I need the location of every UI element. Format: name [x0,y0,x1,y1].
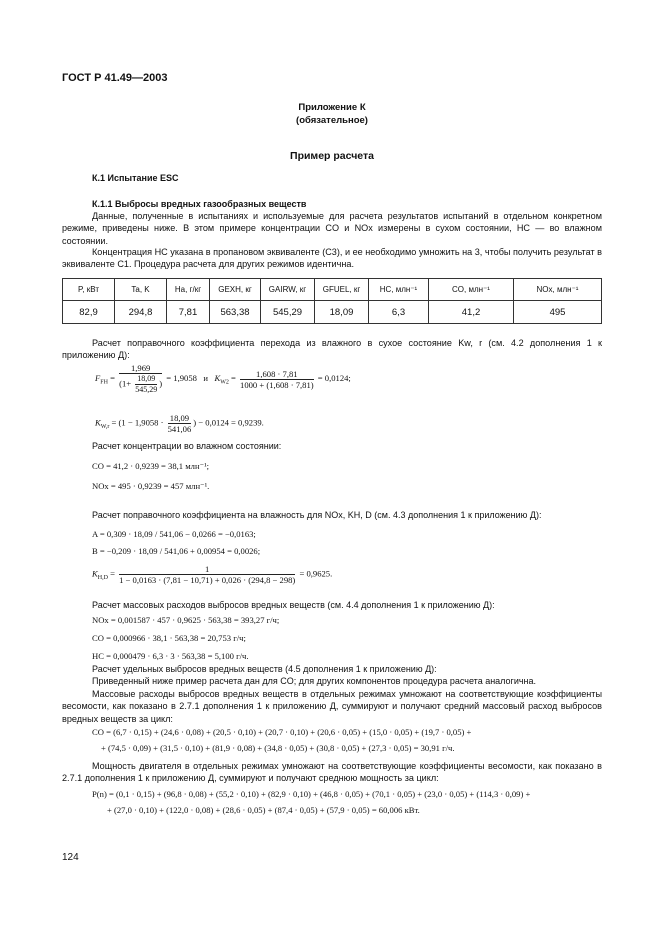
table-header: GAIRW, кг [261,279,315,301]
formula-a: A = 0,309 · 18,09 / 541,06 − 0,0266 = −0,0163; [92,529,256,539]
appendix-title: Приложение К [298,102,366,113]
table-header: CO, млн⁻¹ [429,279,514,301]
table-cell: 6,3 [369,301,429,324]
paragraph-khd-intro: Расчет поправочного коэффициента на влажность для NOx, KH, D (см. 4.3 дополнения 1 к приложению Д): [92,510,542,520]
table-cell: 82,9 [63,301,115,324]
formula-fraction [119,564,295,585]
paragraph-text: Концентрация HC указана в пропановом эквиваленте (C3), и ее необходимо умножить на 3, чтобы получить результат в эквиваленте C1. Процедура расчета для других режимов идентична. [62,247,602,270]
paragraph-text: Расчет поправочного коэффициента перехода из влажного в сухое состояние Kw, r (см. 4.2 дополнения 1 к приложению Д): [62,338,602,361]
formula-co-sum-line2: + (74,5 · 0,09) + (31,5 · 0,10) + (81,9 · 0,08) + (34,8 · 0,05) + (30,8 · 0,05) + (27,3 · 0,05) = 30,91 г/ч. [101,743,455,753]
table-cell: 495 [514,301,602,324]
table-cell: 7,81 [167,301,210,324]
page-title: Пример расчета [290,150,374,162]
formula-fraction [168,413,192,434]
table-header: Ha, г/кг [167,279,210,301]
formula-numerator: 18,09 [168,413,192,424]
formula-fraction [119,363,162,395]
formula-denominator: (1+ $\frac{18,09}{545,29}$ ) [119,374,163,394]
formula-b: B = −0,209 · 18,09 / 541,06 + 0,00954 = 0,0026; [92,546,261,556]
page-number: 124 [62,852,79,863]
formula-numerator: 1 [119,564,295,575]
paragraph-data-intro [62,210,602,247]
table-header-row [63,279,602,301]
formula-khd: $K_{H,D}$ = $\frac{1}{1 - 0,0163 \cdot (7,81 - 10,71) + 0,026 \cdot (294,8 - 298)}$ = 0,9625. [92,564,333,585]
section-k1: К.1 Испытание ESC [92,173,179,183]
formula-co-sum-line1: CO = (6,7 · 0,15) + (24,6 · 0,08) + (20,5 · 0,10) + (20,7 · 0,10) + (20,6 · 0,05) + (15,0 · 0,05) + (19,7 · 0,05) + [92,727,472,737]
paragraph-text: Массовые расходы выбросов вредных веществ в отдельных режимах умножают на соответствующие коэффициенты весомости, как показано в 2.7.1 дополнения 1 к приложению Д, суммируют и получают средний массовый расход выбросов вредных веществ за цикл: [62,689,602,724]
formula-numerator: 1,969 [119,363,162,374]
paragraph-example-note: Приведенный ниже пример расчета дан для CO; для других компонентов процедура расчета аналогична. [92,676,537,686]
formula-nox-wet: NOx = 495 · 0,9239 = 457 млн⁻¹. [92,481,210,491]
formula-numerator: 1,608 · 7,81 [240,369,314,380]
table-cell: 294,8 [115,301,167,324]
formula-lhs: F [95,372,101,383]
formula-result: − 0,0124 = 0,9239. [198,417,264,428]
paragraph-weighted-mass [62,688,602,725]
paragraph-text: Мощность двигателя в отдельных режимах умножают на соответствующие коэффициенты весомости, как показано в 2.7.1 дополнения 1 к приложению Д, суммируют и получают среднюю мощность за цикл: [62,761,602,784]
formula-kwr: $K_{W,r} = (1 - 1,9058$ · $\frac{18,09}{541,06}$ ) − 0,0124 = 0,9239. [95,413,264,434]
formula-ffh: $F_{FH}$ = 1,969 (1+ $\frac{18,09}{545,29}$ ) = 1,9058 и $K_{W2}$ = $\frac{1,608 \cdot 7,81}{1000 + (1,608 \cdot 7,81)}$ = 0,0124; [95,363,351,394]
table-header: HC, млн⁻¹ [369,279,429,301]
paragraph-wet-intro: Расчет концентрации во влажном состоянии: [92,441,282,451]
table-header: NOx, млн⁻¹ [514,279,602,301]
table-cell: 41,2 [429,301,514,324]
formula-power-sum-line2: + (27,0 · 0,10) + (122,0 · 0,08) + (28,6 · 0,05) + (87,4 · 0,05) + (57,9 · 0,05) = 60,006 кВт. [107,805,420,815]
formula-co-mass: CO = 0,000966 · 38,1 · 563,38 = 20,753 г/ч; [92,633,246,643]
paragraph-kw-intro [62,337,602,362]
formula-result: = 0,0124; [317,372,351,383]
formula-power-sum-line1: P(n) = (0,1 · 0,15) + (96,8 · 0,08) + (55,2 · 0,10) + (82,9 · 0,10) + (46,8 · 0,05) + (70,1 · 0,05) + (23,0 · 0,05) + (114,3 · 0,09) + [92,789,531,799]
paragraph-mass-intro: Расчет массовых расходов выбросов вредных веществ (см. 4.4 дополнения 1 к приложению Д): [92,600,495,610]
section-k11: К.1.1 Выбросы вредных газообразных веществ [92,199,307,209]
formula-denominator: 545,29 [135,385,158,394]
formula-denominator: 541,06 [167,424,192,434]
document-header: ГОСТ Р 41.49—2003 [62,72,168,84]
table-row [63,301,602,324]
table-cell: 545,29 [261,301,315,324]
formula-co-wet: CO = 41,2 · 0,9239 = 38,1 млн⁻¹; [92,461,210,471]
table-cell: 563,38 [210,301,261,324]
paragraph-hc-concentration [62,246,602,271]
table-header: P, кВт [63,279,115,301]
table-header: Ta, K [115,279,167,301]
appendix-status: (обязательное) [296,115,368,126]
formula-numerator: 18,09 [137,374,156,383]
formula-nox-mass: NOx = 0,001587 · 457 · 0,9625 · 563,38 = 393,27 г/ч; [92,615,280,625]
test-data-table [62,278,602,324]
appendix-heading [62,101,602,127]
paragraph-text: Данные, полученные в испытаниях и используемые для расчета результатов испытаний в отдельном конкретном режиме, приведены ниже. В этом примере концентрации CO и NOx измерены в сухом состоянии, HC — во влажном состоянии. [62,211,602,246]
paragraph-specific-intro: Расчет удельных выбросов вредных веществ (4.5 дополнения 1 к приложению Д): [92,664,437,674]
table-cell: 18,09 [315,301,369,324]
paragraph-weighted-power [62,760,602,785]
formula-conjunction: и [203,372,208,383]
formula-denominator: 1000 + (1,608 · 7,81) [240,379,314,390]
table-header: GEXH, кг [210,279,261,301]
formula-result: = 0,9625. [299,568,333,579]
formula-denominator: 1 − 0,0163 · (7,81 − 10,71) + 0,026 · (294,8 − 298) [119,575,296,585]
formula-result: = 1,9058 [166,372,197,383]
formula-fraction [240,369,314,390]
table-header: GFUEL, кг [315,279,369,301]
formula-hc-mass: HC = 0,000479 · 6,3 · 3 · 563,38 = 5,100 г/ч. [92,651,249,661]
